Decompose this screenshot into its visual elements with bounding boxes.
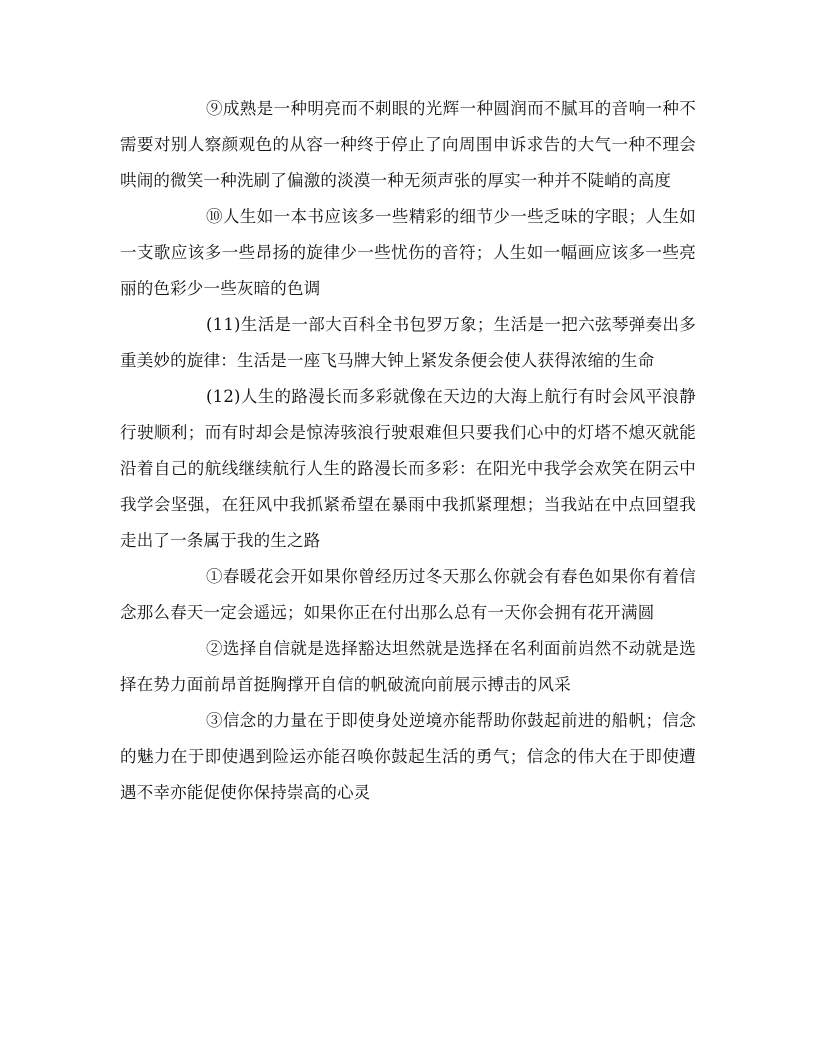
paragraph-9: ⑨成熟是一种明亮而不刺眼的光辉一种圆润而不腻耳的音响一种不需要对别人察颜观色的从容一种终于停止了向周围申诉求告的大气一种不理会哄闹的微笑一种洗刷了偏激的淡漠一种无须声张的厚实一种并不陡峭的高度 bbox=[120, 99, 696, 190]
paragraph-11: (11)生活是一部大百科全书包罗万象；生活是一把六弦琴弹奏出多重美妙的旋律：生活是一座飞马牌大钟上紧发条便会使人获得浓缩的生命 bbox=[120, 315, 696, 370]
paragraph-10: ⑩人生如一本书应该多一些精彩的细节少一些乏味的字眼；人生如一支歌应该多一些昂扬的旋律少一些忧伤的音符；人生如一幅画应该多一些亮丽的色彩少一些灰暗的色调 bbox=[120, 207, 696, 298]
paragraph-1: ①春暖花会开如果你曾经历过冬天那么你就会有春色如果你有着信念那么春天一定会遥远；如果你正在付出那么总有一天你会拥有花开满圆 bbox=[120, 567, 696, 622]
paragraph-12: (12)人生的路漫长而多彩就像在天边的大海上航行有时会风平浪静行驶顺利；而有时却会是惊涛骇浪行驶艰难但只要我们心中的灯塔不熄灭就能沿着自己的航线继续航行人生的路漫长而多彩：在阳光中我学会欢笑在阴云中我学会坚强，在狂风中我抓紧希望在暴雨中我抓紧理想；当我站在中点回望我走出了一条属于我的生之路 bbox=[120, 387, 696, 550]
document-body bbox=[120, 91, 696, 811]
paragraph-3: ③信念的力量在于即使身处逆境亦能帮助你鼓起前进的船帆；信念的魅力在于即使遇到险运亦能召唤你鼓起生活的勇气；信念的伟大在于即使遭遇不幸亦能促使你保持崇高的心灵 bbox=[120, 711, 696, 802]
paragraph-2: ②选择自信就是选择豁达坦然就是选择在名利面前岿然不动就是选择在势力面前昂首挺胸撑开自信的帆破流向前展示搏击的风采 bbox=[120, 639, 696, 694]
